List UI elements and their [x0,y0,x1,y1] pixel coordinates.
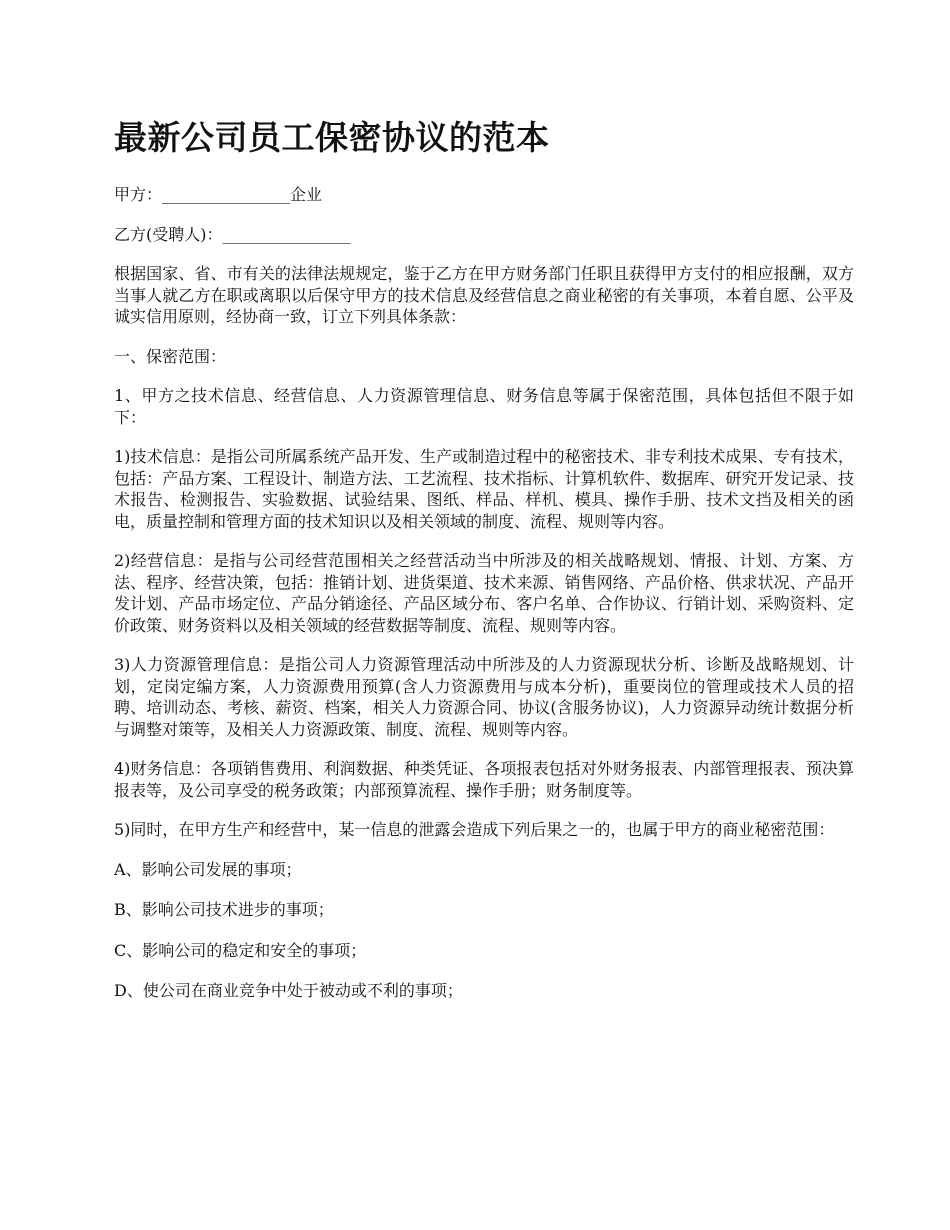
list-item-a: A、影响公司发展的事项； [114,859,302,879]
party-b-line: 乙方(受聘人)：________________ [114,224,351,244]
list-item-d: D、使公司在商业竞争中处于被动或不利的事项； [114,981,463,1000]
list-item-c: C、影响公司的稳定和安全的事项； [114,940,367,960]
business-info-paragraph: 2)经营信息：是指与公司经营范围相关之经营活动当中所涉及的相关战略规划、情报、计划、方案、方法、程序、经营决策，包括：推销计划、进货渠道、技术来源、销售网络、产品价格、供求状况、产品开发计划、产品市场定位、产品分销途径、产品区域分布、客户名单、合作协议、行销计划、采购资料、定价政策、财务资料以及相关领域的经营数据等制度、流程、规则等内容。 [114,551,854,635]
financial-info-paragraph: 4)财务信息：各项销售费用、利润数据、种类凭证、各项报表包括对外财务报表、内部管理报表、预决算报表等，及公司享受的税务政策；内部预算流程、操作手册；财务制度等。 [114,759,854,800]
section-heading-scope: 一、保密范围： [114,346,227,366]
document-title: 最新公司员工保密协议的范本 [114,118,550,157]
other-secrets-paragraph: 5)同时，在甲方生产和经营中，某一信息的泄露会造成下列后果之一的，也属于甲方的商业秘密范围： [114,820,835,839]
list-item-b: B、影响公司技术进步的事项； [114,900,334,919]
technical-info-paragraph: 1)技术信息：是指公司所属系统产品开发、生产或制造过程中的秘密技术、非专利技术成果、专有技术，包括：产品方案、工程设计、制造方法、工艺流程、技术指标、计算机软件、数据库、研究开发记录、技术报告、检测报告、实验数据、试验结果、图纸、样品、样机、模具、操作手册、技术文挡及相关的函电，质量控制和管理方面的技术知识以及相关领域的制度、流程、规则等内容。 [114,447,854,531]
hr-info-paragraph: 3)人力资源管理信息：是指公司人力资源管理活动中所涉及的人力资源现状分析、诊断及战略规划、计划，定岗定编方案，人力资源费用预算(含人力资源费用与成本分析)，重要岗位的管理或技术人员的招聘、培训动态、考核、薪资、档案，相关人力资源合同、协议(含服务协议)，人力资源异动统计数据分析与调整对策等，及相关人力资源政策、制度、流程、规则等内容。 [114,655,854,739]
clause-1-paragraph: 1、甲方之技术信息、经营信息、人力资源管理信息、财务信息等属于保密范围，具体包括但不限于如下： [114,386,854,427]
party-a-line: 甲方：________________企业 [114,185,323,204]
document-page [114,112,854,1021]
preamble-paragraph: 根据国家、省、市有关的法律法规规定，鉴于乙方在甲方财务部门任职且获得甲方支付的相应报酬，双方当事人就乙方在职或离职以后保守甲方的技术信息及经营信息之商业秘密的有关事项，本着自愿、公平及诚实信用原则，经协商一致，订立下列具体条款： [114,264,854,326]
